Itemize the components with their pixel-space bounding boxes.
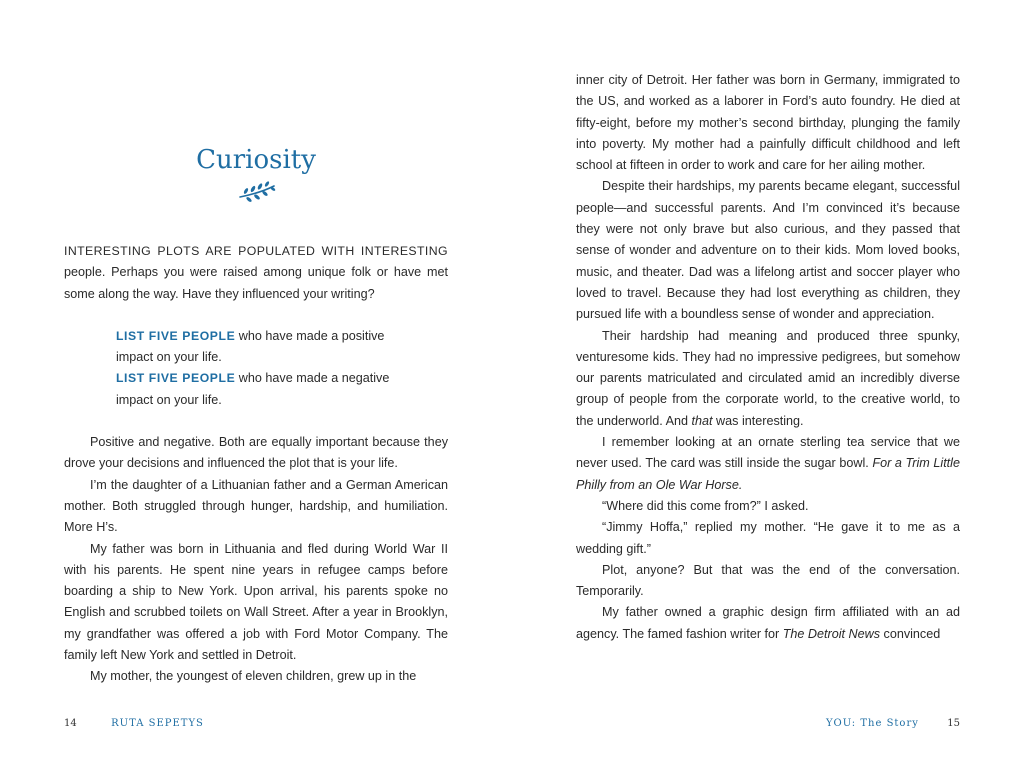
page-number: 14	[64, 718, 77, 729]
paragraph: Positive and negative. Both are equally important because they drove your decisions and influenced the plot that is your life.	[64, 435, 448, 471]
left-page	[64, 0, 448, 768]
lead-in-caps: INTERESTING PLOTS ARE POPULATED WITH INTERESTING	[64, 244, 448, 258]
prompt-item-negative	[116, 368, 416, 411]
text-run: My father owned a graphic design firm affiliated with an ad agency. The famed fashion writer for	[576, 605, 960, 641]
prompt-item-positive	[116, 326, 416, 369]
paragraph: “Where did this come from?” I asked.	[602, 498, 809, 513]
right-footer	[826, 718, 960, 729]
text-run: Their hardship had meaning and produced three spunky, venturesome kids. They had no impressive pedigrees, but somehow our parents matriculated and circulated amid an incredibly diverse group of people from the corporate world, to the creative world, to the underworld. And	[576, 328, 960, 428]
prompt-text: who have made a positive impact on your life.	[116, 328, 385, 365]
emphasis: that	[691, 413, 713, 428]
intro-paragraph	[64, 241, 448, 305]
paragraph: I’m the daughter of a Lithuanian father and a German American mother. Both struggled through hunger, hardship, and humiliation. More H’s.	[64, 477, 448, 535]
paragraph: inner city of Detroit. Her father was born in Germany, immigrated to the US, and worked as a laborer in Ford’s auto foundry. He died at fifty-eight, before my mother’s second birthday, plunging the family into poverty. My mother had a painfully difficult childhood and left school at fifteen in order to work and care for her ailing mother.	[576, 73, 960, 173]
paragraph: “Jimmy Hoffa,” replied my mother. “He gave it to me as a wedding gift.”	[576, 520, 960, 556]
intro-text: people. Perhaps you were raised among unique folk or have met some along the way. Have they influenced your writing?	[64, 265, 448, 301]
prompt-keyword: LIST FIVE PEOPLE	[116, 328, 236, 343]
paragraph	[576, 602, 960, 645]
emphasis: For a Trim Little Philly from an Ole War Horse.	[576, 456, 960, 492]
right-page	[576, 0, 960, 768]
emphasis: The Detroit News	[782, 626, 881, 641]
text-run: was interesting.	[712, 413, 804, 428]
prompt-text: who have made a negative impact on your life.	[116, 371, 390, 407]
left-body-text	[64, 241, 448, 688]
paragraph	[576, 326, 960, 432]
right-body-text	[576, 70, 960, 645]
text-run: I remember looking at an ornate sterling tea service that we never used. The card was still inside the sugar bowl.	[576, 435, 960, 471]
page-number: 15	[947, 718, 960, 729]
paragraph	[576, 432, 960, 496]
prompt-keyword: LIST FIVE PEOPLE	[116, 371, 236, 386]
leaf-sprig-icon	[236, 180, 278, 204]
running-head-title: YOU: The Story	[825, 718, 919, 729]
running-head-author: RUTA SEPETYS	[111, 718, 204, 729]
paragraph: My father was born in Lithuania and fled during World War II with his parents. He spent nine years in refugee camps before boarding a ship to New York. Upon arrival, his parents spoke no English and scrubbed toilets on Wall Street. After a year in Brooklyn, my grandfather was offered a job with Ford Motor Company. The family left New York and settled in Detroit.	[64, 541, 448, 663]
prompt-list	[116, 326, 416, 411]
paragraph: My mother, the youngest of eleven children, grew up in the	[90, 669, 417, 684]
text-run: convinced	[880, 626, 941, 641]
left-footer	[64, 718, 204, 729]
paragraph: Despite their hardships, my parents became elegant, successful people—and successful parents. And I’m convinced it’s because they were not only brave but also curious, and they passed that sense of wonder and adventure on to their kids. Mom loved books, music, and theater. Dad was a lifelong artist and soccer player who loved to travel. Because they had lost everything as children, they pursued life with a boundless sense of wonder and appreciation.	[576, 179, 960, 322]
paragraph: Plot, anyone? But that was the end of the conversation. Temporarily.	[576, 562, 960, 599]
chapter-title: Curiosity	[196, 145, 316, 175]
